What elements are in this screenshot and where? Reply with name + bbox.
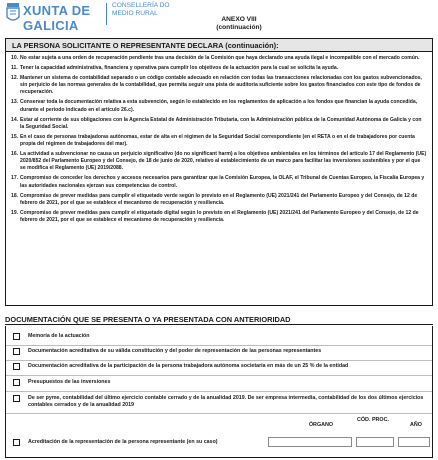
clause-item xyxy=(11,192,427,207)
clause-number: 14. xyxy=(11,116,19,123)
doc-item-label: De ser pyme, contabilidad del último ejercicio contable cerrado y de la anualidad 2019. De ser empresa intermedia, contabilidad de los dos últimos ejercicios contables cerrados y de la anualidad 2019 xyxy=(28,395,424,408)
row-divider xyxy=(6,413,432,414)
declaration-clauses xyxy=(6,52,432,224)
clause-text: No estar sujeta a una orden de recuperación pendiente tras una decisión de la Comisión que haya declarado una ayuda ilegal e incompatible con el mercado común. xyxy=(20,55,420,61)
documentation-section xyxy=(5,326,433,458)
clause-text: Estar al corriente de sus obligaciones con la Agencia Estatal de Administración Tributaria, con la Administración pública de la Comunidad Autónoma de Galicia y con la Seguridad Social. xyxy=(20,116,422,130)
doc-item-label: Documentación acreditativa de la participación de la persona trabajadora autónoma societaria en más de un 25 % de la entidad xyxy=(28,363,349,369)
documentation-title: DOCUMENTACIÓN QUE SE PRESENTA O YA PRESENTADA CON ANTERIORIDAD xyxy=(5,315,291,324)
header-organ: ÓRGANO xyxy=(308,422,334,428)
clause-text: En el caso de personas trabajadoras autónomas, estar de alta en el régimen de la Seguridad Social correspondiente (en el RETA o en el de trabajadores por cuenta propia del régimen de trabajadores del mar). xyxy=(20,133,415,148)
annex-continuation: (continuación) xyxy=(216,24,262,31)
doc-checkbox[interactable] xyxy=(13,395,20,402)
row-divider xyxy=(6,391,432,392)
declaration-section xyxy=(5,38,433,306)
doc-item-label: Documentación acreditativa de su válida constitución y del poder de representación de las personas representantes xyxy=(28,348,322,354)
clause-text: Tener la capacidad administrativa, financiera y operativa para cumplir los objetivos de la actuación para la cual se solicita la ayuda. xyxy=(20,65,339,71)
row-divider xyxy=(6,360,432,361)
clause-item xyxy=(11,75,427,97)
clause-number: 19. xyxy=(11,209,19,216)
year-field[interactable] xyxy=(398,437,430,447)
clause-item xyxy=(11,133,427,148)
doc-checkbox[interactable] xyxy=(13,348,20,355)
header-code: CÓD. PROC. xyxy=(356,417,390,423)
clause-text: Compromiso de prever medidas para cumplir el etiquetado digital según lo previsto en el Reglamento (UE) 2021/241 del Parlamento Europeo y del Consejo, de 12 de febrero de 2021, por el que se establece el mecanismo de recuperación y resiliencia. xyxy=(20,209,419,224)
clause-number: 17. xyxy=(11,175,19,182)
clause-item xyxy=(11,175,427,189)
clause-number: 15. xyxy=(11,133,19,140)
clause-item xyxy=(11,65,427,72)
code-field[interactable] xyxy=(356,437,394,447)
clause-text: Compromiso de conceder los derechos y accesos necesarios para garantizar que la Comisión Europea, la OLAF, el Tribunal de Cuentas Europeo, la Fiscalía Europea y las autoridades nacionales ejerzan sus competencias de control. xyxy=(20,175,425,189)
clause-number: 18. xyxy=(11,192,19,199)
declaration-title: LA PERSONA SOLICITANTE O REPRESENTANTE DECLARA (continuación): xyxy=(6,39,432,52)
clause-item xyxy=(11,209,427,224)
clause-text: Mantener un sistema de contabilidad separado o un código contable adecuado en relación con todas las transacciones relacionadas con los gastos subvencionados, sin perjuicio de las normas generales de la contabilidad, que permita seguir una pista de auditoría suficiente sobre los gastos financiados con este tipo de fondos de recuperación. xyxy=(20,75,422,96)
clause-number: 12. xyxy=(11,75,19,81)
header-year: AÑO xyxy=(410,422,422,428)
doc-checkbox[interactable] xyxy=(13,363,20,370)
department-name: CONSELLERÍA DO MEDIO RURAL xyxy=(112,2,170,17)
clause-number: 13. xyxy=(11,99,19,106)
documentation-divider xyxy=(5,324,433,325)
annex-heading xyxy=(0,16,438,32)
clause-number: 16. xyxy=(11,151,19,158)
clause-text: Conservar toda la documentación relativa a esta subvención, según lo establecido en los reglamentos de aplicación a los fondos que financian la ayuda concedida, durante el periodo indicado en el artículo 26.c). xyxy=(20,99,418,113)
doc-checkbox[interactable] xyxy=(13,379,20,386)
logo-text: XUNTA DE GALICIA xyxy=(23,3,91,33)
row-divider xyxy=(6,345,432,346)
annex-title: ANEXO VIII xyxy=(221,16,257,23)
doc-checkbox[interactable] xyxy=(13,439,20,446)
doc-checkbox[interactable] xyxy=(13,333,20,340)
clause-item xyxy=(11,116,427,131)
organ-field[interactable] xyxy=(268,437,352,447)
clause-item xyxy=(11,99,427,113)
clause-number: 10. xyxy=(11,55,19,61)
clause-text: La actividad a subvencionar no causa un perjuicio significativo (do no significant harm) a los objetivos ambientales en los términos del artículo 17 del Reglamento (UE) 2020/852 del Parlamento Europeo y del Consejo, de 18 de junio de 2020, relativo al establecimiento de un marco para facilitar las inversiones sostenibles y por el que se modifica el Reglamento (UE) 2019/2088. xyxy=(20,151,427,172)
doc-item-label: Acreditación de la representación de la persona representante (en su caso) xyxy=(28,439,218,445)
clause-text: Compromiso de prever medidas para cumplir el etiquetado verde según lo previsto en el Reglamento (UE) 2021/241 del Parlamento Europeo y del Consejo, de 12 de febrero de 2021, por el que se establece el mecanismo de recuperación y resiliencia. xyxy=(20,192,418,206)
row-divider xyxy=(6,375,432,376)
clause-number: 11. xyxy=(11,65,18,71)
clause-item xyxy=(11,55,427,62)
clause-item xyxy=(11,151,427,173)
doc-item-label: Memoria de la actuación xyxy=(28,333,90,339)
doc-item-label: Presupuestos de las inversiones xyxy=(28,379,111,385)
